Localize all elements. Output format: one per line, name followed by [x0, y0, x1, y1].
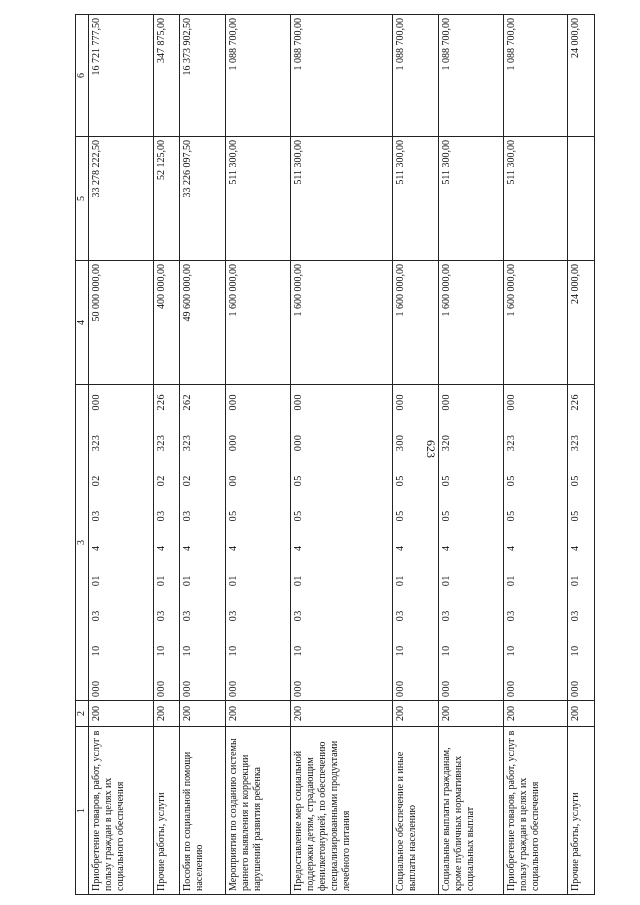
- kbk-segment: 00: [228, 475, 240, 487]
- kbk-code: [156, 388, 168, 697]
- kbk-segment: 02: [155, 475, 167, 487]
- kbk-code: [570, 388, 582, 697]
- row-code-cell: 200: [438, 701, 503, 727]
- kbk-segment: 01: [228, 575, 240, 587]
- kbk-segment: 03: [155, 610, 167, 622]
- kbk-segment: 226: [570, 394, 582, 411]
- kbk-segment: 000: [440, 394, 452, 411]
- kbk-segment: 000: [505, 394, 517, 411]
- kbk-segment: 03: [292, 610, 304, 622]
- kbk-segment: 4: [570, 545, 582, 551]
- kbk-segment: 000: [292, 680, 304, 697]
- row-kbk-cell: [89, 385, 154, 701]
- row-name-cell: Приобретение товаров, работ, услуг в пользу граждан в целях их социального обеспечения: [89, 727, 154, 895]
- kbk-segment: 000: [228, 680, 240, 697]
- kbk-segment: 05: [505, 510, 517, 522]
- row-col5-cell: [568, 137, 595, 261]
- row-name-cell: Предоставление мер социальной поддержки детям, страдающим фенилкетонурией, по обеспечению специализированными продуктами лечебного питания: [290, 727, 392, 895]
- kbk-segment: 05: [395, 475, 407, 487]
- table-row: [393, 15, 439, 895]
- kbk-segment: 323: [505, 434, 517, 452]
- row-col4-cell: 400 000,00: [153, 261, 180, 385]
- kbk-segment: 000: [292, 434, 304, 452]
- row-kbk-cell: [290, 385, 392, 701]
- kbk-segment: 05: [292, 475, 304, 487]
- row-code-cell: 200: [89, 701, 154, 727]
- row-col5-cell: 52 125,00: [153, 137, 180, 261]
- kbk-segment: 01: [395, 575, 407, 587]
- row-name-cell: Социальное обеспечение и иные выплаты населению: [393, 727, 439, 895]
- row-col4-cell: 1 600 000,00: [393, 261, 439, 385]
- kbk-segment: 01: [505, 575, 517, 587]
- kbk-segment: 02: [182, 475, 194, 487]
- kbk-segment: 000: [228, 434, 240, 452]
- row-code-cell: 200: [393, 701, 439, 727]
- kbk-segment: 000: [292, 394, 304, 411]
- kbk-segment: 01: [155, 575, 167, 587]
- kbk-segment: 01: [182, 575, 194, 587]
- kbk-segment: 01: [440, 575, 452, 587]
- row-col5-cell: 33 278 222,50: [89, 137, 154, 261]
- kbk-segment: 05: [228, 510, 240, 522]
- row-col4-cell: 1 600 000,00: [226, 261, 291, 385]
- row-col6-cell: 16 721 777,50: [89, 15, 154, 137]
- kbk-segment: 01: [91, 575, 102, 587]
- column-number: 5: [76, 137, 89, 261]
- row-kbk-cell: [180, 385, 226, 701]
- table-row: [226, 15, 291, 895]
- kbk-code: [182, 388, 194, 697]
- row-col6-cell: 1 088 700,00: [438, 15, 503, 137]
- kbk-segment: 4: [228, 545, 240, 551]
- row-code-cell: 200: [568, 701, 595, 727]
- row-code-cell: 200: [290, 701, 392, 727]
- row-col6-cell: 1 088 700,00: [503, 15, 568, 137]
- table-row: [153, 15, 180, 895]
- kbk-segment: 000: [228, 394, 240, 411]
- kbk-segment: 323: [155, 434, 167, 452]
- table-row: [568, 15, 595, 895]
- row-name-cell: Мероприятия по созданию системы раннего выявления и коррекции нарушений развития ребенка: [226, 727, 291, 895]
- row-name-cell: Пособия по социальной помощи населению: [180, 727, 226, 895]
- row-col4-cell: 49 600 000,00: [180, 261, 226, 385]
- kbk-segment: 320: [440, 434, 452, 452]
- kbk-segment: 01: [570, 575, 582, 587]
- row-name-cell: Приобретение товаров, работ, услуг в пользу граждан в целях их социального обеспечения: [503, 727, 568, 895]
- row-col6-cell: 1 088 700,00: [393, 15, 439, 137]
- kbk-segment: 000: [570, 680, 582, 697]
- table-row: [503, 15, 568, 895]
- row-col6-cell: 16 373 902,50: [180, 15, 226, 137]
- row-col5-cell: 511 300,00: [503, 137, 568, 261]
- kbk-code: [506, 388, 518, 697]
- kbk-segment: 03: [91, 610, 102, 622]
- row-kbk-cell: [153, 385, 180, 701]
- kbk-code: [441, 388, 453, 697]
- row-kbk-cell: [226, 385, 291, 701]
- kbk-segment: 000: [505, 680, 517, 697]
- row-col4-cell: 1 600 000,00: [438, 261, 503, 385]
- kbk-segment: 000: [182, 680, 194, 697]
- column-number-row: [76, 15, 89, 895]
- kbk-segment: 000: [395, 680, 407, 697]
- row-col6-cell: 24 000,00: [568, 15, 595, 137]
- kbk-segment: 03: [182, 510, 194, 522]
- row-kbk-cell: [568, 385, 595, 701]
- row-col5-cell: 511 300,00: [438, 137, 503, 261]
- kbk-segment: 10: [91, 645, 102, 657]
- row-col5-cell: 511 300,00: [393, 137, 439, 261]
- kbk-segment: 323: [182, 434, 194, 452]
- row-kbk-cell: [438, 385, 503, 701]
- kbk-code: [91, 388, 103, 697]
- kbk-segment: 4: [91, 545, 102, 551]
- kbk-segment: 03: [182, 610, 194, 622]
- kbk-segment: 10: [228, 645, 240, 657]
- kbk-segment: 03: [570, 610, 582, 622]
- kbk-code: [228, 388, 240, 697]
- kbk-segment: 4: [182, 545, 194, 551]
- row-col5-cell: 511 300,00: [226, 137, 291, 261]
- kbk-segment: 4: [155, 545, 167, 551]
- budget-table: [75, 14, 595, 895]
- table-row: [438, 15, 503, 895]
- row-col4-cell: 1 600 000,00: [503, 261, 568, 385]
- kbk-segment: 05: [440, 510, 452, 522]
- kbk-segment: 10: [570, 645, 582, 657]
- kbk-segment: 323: [91, 434, 102, 452]
- row-col4-cell: 24 000,00: [568, 261, 595, 385]
- row-code-cell: 200: [226, 701, 291, 727]
- row-code-cell: 200: [153, 701, 180, 727]
- row-col4-cell: 50 000 000,00: [89, 261, 154, 385]
- kbk-segment: 226: [155, 394, 167, 411]
- kbk-segment: 05: [395, 510, 407, 522]
- column-number: 6: [76, 15, 89, 137]
- page-number: 623: [424, 440, 438, 458]
- kbk-segment: 05: [505, 475, 517, 487]
- kbk-segment: 03: [91, 510, 102, 522]
- kbk-segment: 10: [395, 645, 407, 657]
- kbk-segment: 323: [570, 434, 582, 452]
- row-code-cell: 200: [503, 701, 568, 727]
- kbk-segment: 000: [440, 680, 452, 697]
- row-col5-cell: 33 226 097,50: [180, 137, 226, 261]
- rotated-table-container: [75, 15, 595, 895]
- row-name-cell: Социальные выплаты гражданам, кроме публичных нормативных социальных выплат: [438, 727, 503, 895]
- kbk-segment: 05: [570, 510, 582, 522]
- kbk-segment: 05: [292, 510, 304, 522]
- kbk-segment: 4: [292, 545, 304, 551]
- kbk-segment: 10: [292, 645, 304, 657]
- kbk-segment: 000: [155, 680, 167, 697]
- kbk-segment: 02: [91, 475, 102, 487]
- column-number: 1: [76, 727, 89, 895]
- kbk-segment: 4: [505, 545, 517, 551]
- kbk-segment: 05: [440, 475, 452, 487]
- kbk-segment: 05: [570, 475, 582, 487]
- table-row: [89, 15, 154, 895]
- row-col6-cell: 1 088 700,00: [226, 15, 291, 137]
- table-row: [290, 15, 392, 895]
- kbk-segment: 000: [91, 680, 102, 697]
- row-code-cell: 200: [180, 701, 226, 727]
- table-row: [180, 15, 226, 895]
- kbk-segment: 03: [228, 610, 240, 622]
- kbk-code: [293, 388, 305, 697]
- row-kbk-cell: [393, 385, 439, 701]
- kbk-segment: 300: [395, 434, 407, 452]
- row-name-cell: Прочие работы, услуги: [153, 727, 180, 895]
- kbk-segment: 01: [292, 575, 304, 587]
- kbk-segment: 03: [440, 610, 452, 622]
- kbk-segment: 000: [395, 394, 407, 411]
- kbk-segment: 4: [395, 545, 407, 551]
- row-col5-cell: 511 300,00: [290, 137, 392, 261]
- kbk-segment: 03: [155, 510, 167, 522]
- column-number: 2: [76, 701, 89, 727]
- kbk-segment: 10: [155, 645, 167, 657]
- row-col4-cell: 1 600 000,00: [290, 261, 392, 385]
- kbk-segment: 03: [505, 610, 517, 622]
- row-col6-cell: 347 875,00: [153, 15, 180, 137]
- row-kbk-cell: [503, 385, 568, 701]
- kbk-segment: 10: [440, 645, 452, 657]
- row-col6-cell: 1 088 700,00: [290, 15, 392, 137]
- kbk-segment: 4: [440, 545, 452, 551]
- kbk-segment: 10: [505, 645, 517, 657]
- kbk-code: [395, 388, 407, 697]
- kbk-segment: 03: [395, 610, 407, 622]
- kbk-segment: 10: [182, 645, 194, 657]
- column-number: 3: [76, 385, 89, 701]
- kbk-segment: 000: [91, 394, 102, 411]
- column-number: 4: [76, 261, 89, 385]
- kbk-segment: 262: [182, 394, 194, 411]
- row-name-cell: Прочие работы, услуги: [568, 727, 595, 895]
